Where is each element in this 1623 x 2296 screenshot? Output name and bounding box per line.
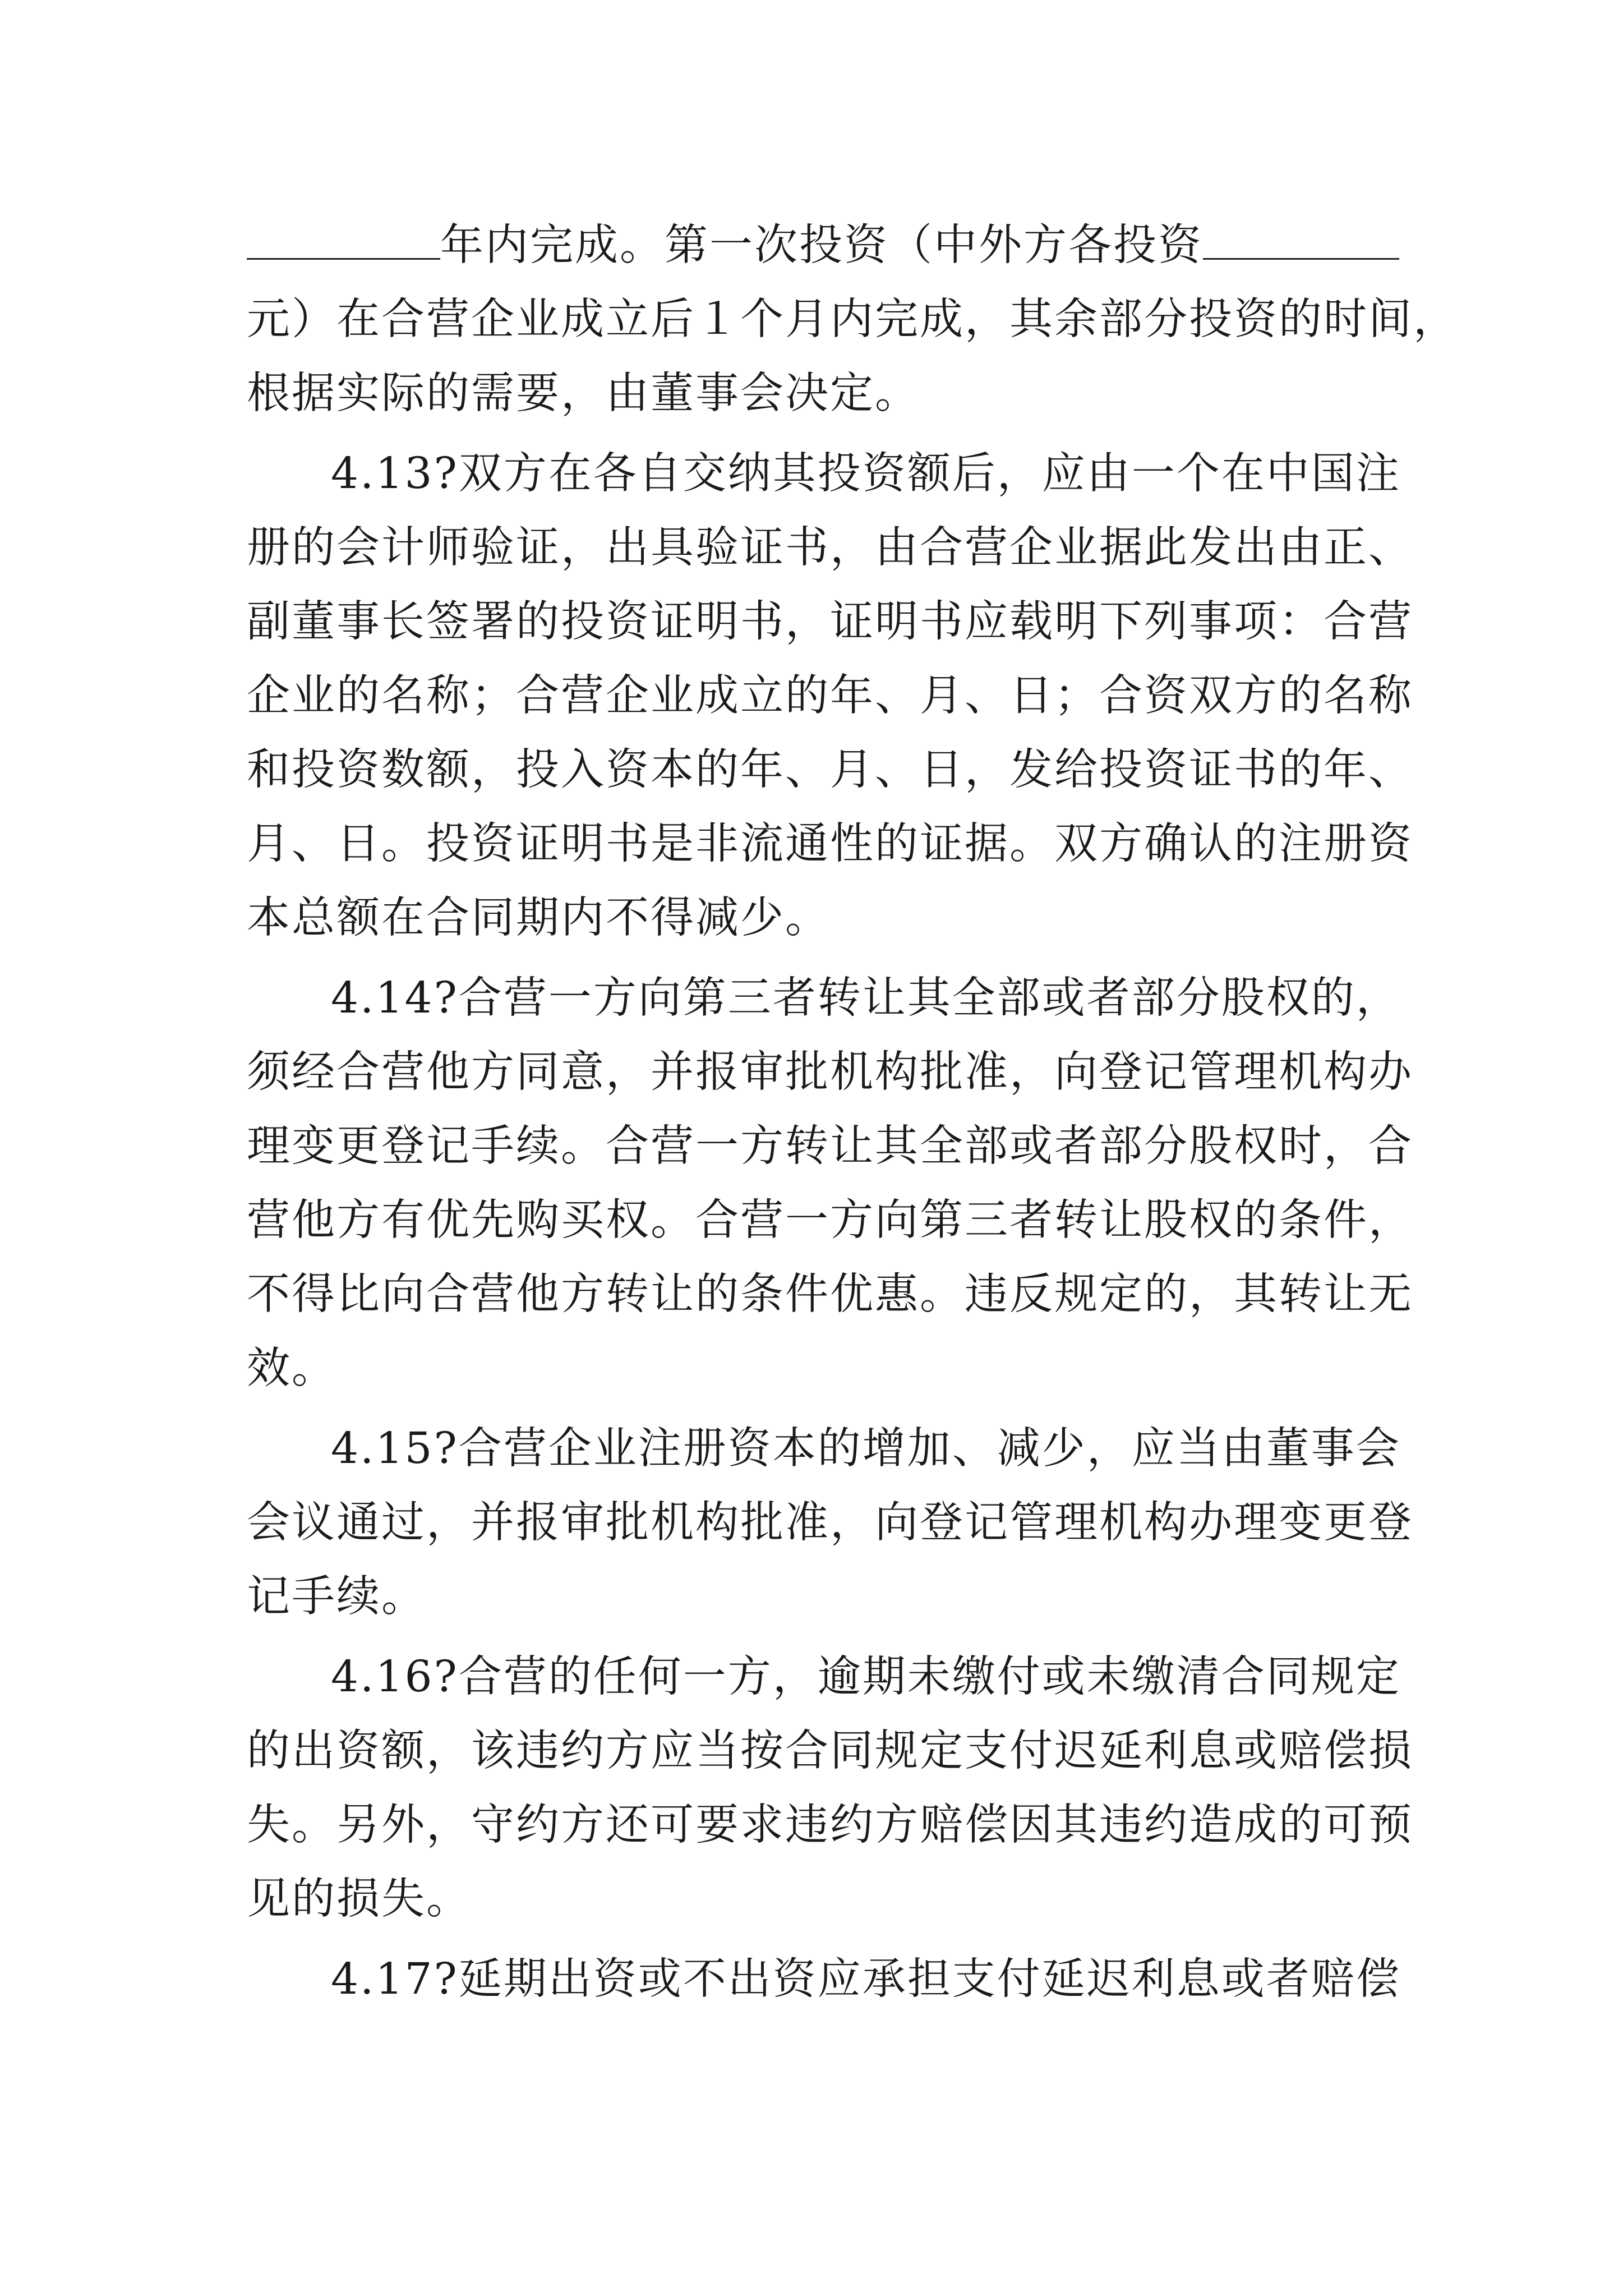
fill-in-blank-amount (1203, 219, 1399, 260)
text-line-1-content: 年内完成。第一次投资（中外方各投资 (440, 220, 1203, 270)
text-line-12: 须经合营他方同意，并报审批机构批准，向登记管理机构办 (247, 1047, 1413, 1097)
text-line-23: 见的损失。 (247, 1874, 471, 1924)
text-line-2: 元）在合营企业成立后１个月内完成，其余部分投资的时间， (247, 295, 1458, 344)
text-line-9: 月、日。投资证明书是非流通性的证据。双方确认的注册资 (247, 819, 1413, 869)
clause-4-14-heading: 4.14?合营一方向第三者转让其全部或者部分股权的， (331, 973, 1401, 1023)
text-line-15: 不得比向合营他方转让的条件优惠。违反规定的，其转让无 (247, 1269, 1413, 1319)
clause-4-13-heading: 4.13?双方在各自交纳其投资额后，应由一个在中国注 (331, 449, 1401, 499)
fill-in-blank-duration (247, 219, 440, 260)
clause-4-15-heading: 4.15?合营企业注册资本的增加、减少，应当由董事会 (331, 1424, 1401, 1474)
text-line-1 (247, 206, 1385, 285)
text-line-6: 副董事长签署的投资证明书，证明书应载明下列事项：合营 (247, 597, 1413, 647)
text-line-16: 效。 (247, 1343, 336, 1393)
text-line-18: 会议通过，并报审批机构批准，向登记管理机构办理变更登 (247, 1498, 1413, 1548)
text-line-7: 企业的名称；合营企业成立的年、月、日；合资双方的名称 (247, 671, 1413, 721)
clause-4-16-heading: 4.16?合营的任何一方，逾期未缴付或未缴清合同规定 (331, 1652, 1401, 1702)
text-line-13: 理变更登记手续。合营一方转让其全部或者部分股权时，合 (247, 1121, 1413, 1171)
text-line-22: 失。另外，守约方还可要求违约方赔偿因其违约造成的可预 (247, 1800, 1413, 1850)
text-line-14: 营他方有优先购买权。合营一方向第三者转让股权的条件， (247, 1195, 1413, 1245)
clause-4-17-heading: 4.17?延期出资或不出资应承担支付延迟利息或者赔偿 (331, 1954, 1401, 2004)
text-line-19: 记手续。 (247, 1572, 426, 1622)
text-line-8: 和投资数额，投入资本的年、月、日，发给投资证书的年、 (247, 745, 1413, 795)
text-line-3: 根据实际的需要，由董事会决定。 (247, 369, 920, 418)
text-line-10: 本总额在合同期内不得减少。 (247, 893, 830, 943)
text-line-5: 册的会计师验证，出具验证书，由合营企业据此发出由正、 (247, 523, 1413, 573)
text-line-21: 的出资额，该违约方应当按合同规定支付迟延利息或赔偿损 (247, 1726, 1413, 1776)
